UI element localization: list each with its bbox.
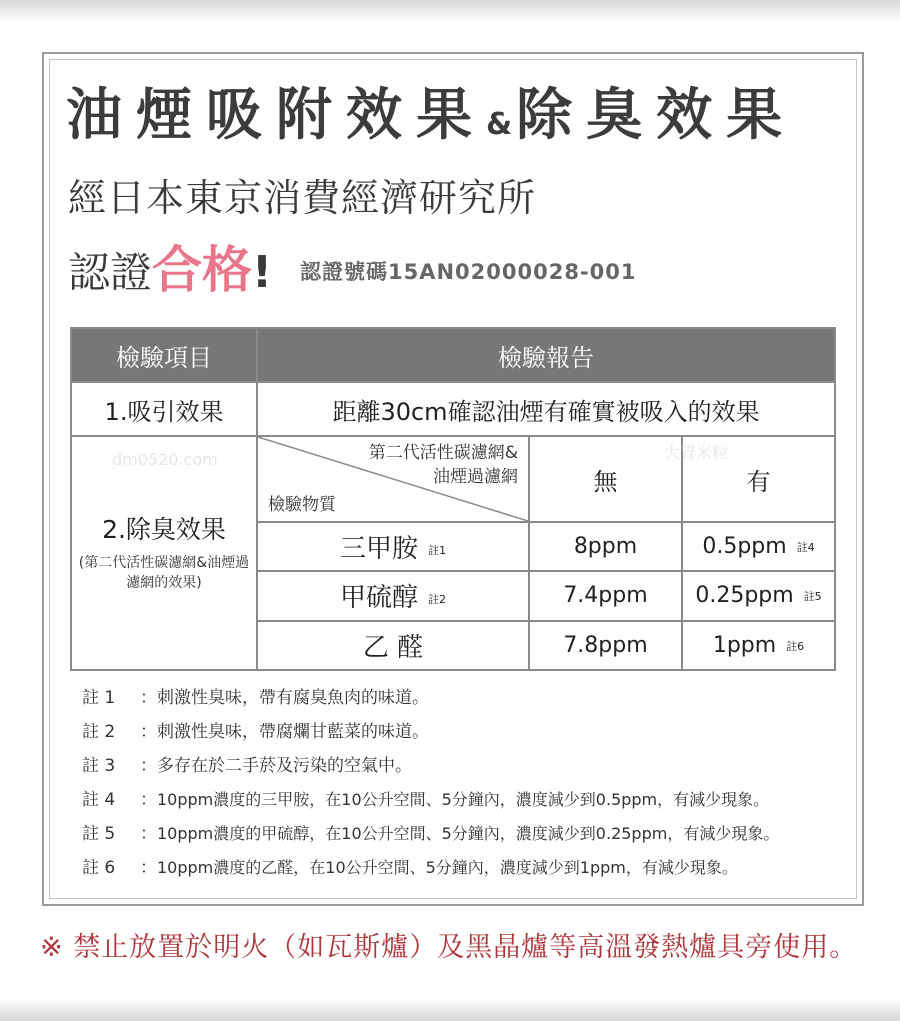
- note-text: 10ppm濃度的三甲胺，在10公升空間、5分鐘內，濃度減少到0.5ppm，有減少現象。: [157, 790, 770, 809]
- value-without: 7.8ppm: [529, 621, 682, 670]
- row2-item-cell: [71, 436, 257, 670]
- certification-line: [68, 238, 272, 314]
- value-with: 0.5ppm: [702, 534, 787, 560]
- column-without-filter: 無: [529, 436, 682, 522]
- top-shadow-divider: [0, 0, 900, 22]
- note-separator: ：: [140, 756, 157, 776]
- note-text: 10ppm濃度的乙醛，在10公升空間、5分鐘內，濃度減少到1ppm，有減少現象。: [157, 858, 738, 877]
- diagonal-top-line2: 油煙過濾網: [433, 467, 518, 487]
- list-item: [82, 715, 852, 749]
- note-label: 註 2: [82, 722, 116, 742]
- substance-name: 乙 醛: [362, 632, 424, 663]
- diagonal-top-line1: 第二代活性碳濾網&: [368, 443, 518, 463]
- watermark-right: 大胃米粒: [664, 443, 729, 462]
- note-separator: ：: [140, 722, 157, 742]
- cert-suffix: !: [252, 247, 273, 298]
- subtitle: 經日本東京消費經濟研究所: [68, 176, 537, 220]
- note-label: 註 6: [82, 858, 116, 878]
- value-note-ref: 註4: [796, 541, 815, 555]
- value-note-ref: 註5: [803, 590, 822, 604]
- row2-item: 2.除臭效果: [102, 515, 226, 544]
- substance-name: 甲硫醇: [339, 583, 418, 614]
- value-with: 1ppm: [712, 632, 777, 658]
- header-test-item: 檢驗項目: [71, 328, 257, 382]
- note-separator: ：: [140, 824, 157, 844]
- note-separator: ：: [140, 858, 157, 878]
- value-with-cell: [682, 621, 835, 670]
- note-label: 註 3: [82, 756, 116, 776]
- row1-report: 距離30cm確認油煙有確實被吸入的效果: [257, 382, 835, 436]
- note-separator: ：: [140, 688, 157, 708]
- list-item: [82, 749, 852, 783]
- note-separator: ：: [140, 790, 157, 810]
- note-text: 多存在於二手菸及污染的空氣中。: [157, 756, 412, 776]
- substance-cell: [257, 522, 529, 571]
- value-without: 7.4ppm: [529, 571, 682, 620]
- list-item: [82, 681, 852, 715]
- diagonal-bottom-label: 檢驗物質: [268, 495, 336, 515]
- table-row: [71, 382, 835, 436]
- substance-cell: [257, 621, 529, 670]
- value-with-cell: [682, 571, 835, 620]
- certification-number: 認證號碼15AN02000028-001: [300, 260, 637, 284]
- column-with-filter: 有: [682, 436, 835, 522]
- cert-highlight: 合格: [152, 241, 253, 299]
- notes-list: [82, 681, 852, 885]
- substance-note-ref: 註1: [428, 543, 446, 557]
- header-test-report: 檢驗報告: [257, 328, 835, 382]
- bottom-shadow-divider: [0, 998, 900, 1021]
- list-item: [82, 851, 852, 885]
- substance-name: 三甲胺: [339, 534, 418, 565]
- value-note-ref: 註6: [786, 639, 805, 653]
- cert-prefix: 認證: [68, 248, 153, 297]
- test-report-table: [70, 327, 836, 671]
- list-item: [82, 783, 852, 817]
- note-label: 註 1: [82, 688, 116, 708]
- note-label: 註 4: [82, 790, 116, 810]
- warning-text: ※ 禁止放置於明火（如瓦斯爐）及黑晶爐等高溫發熱爐具旁使用。: [40, 932, 858, 963]
- title-ampersand: &: [486, 107, 517, 142]
- value-with: 0.25ppm: [695, 583, 794, 609]
- substance-note-ref: 註2: [428, 592, 446, 606]
- note-text: 刺激性臭味，帶腐爛甘藍菜的味道。: [157, 722, 429, 742]
- row2-item-sub: (第二代活性碳濾網&油煙過濾網的效果): [78, 555, 250, 591]
- value-with-cell: [682, 522, 835, 571]
- diagonal-top-label: [369, 441, 518, 489]
- page-title: [66, 80, 796, 161]
- value-without: 8ppm: [529, 522, 682, 571]
- row1-item: 1.吸引效果: [71, 382, 257, 436]
- table-header-row: [71, 328, 835, 382]
- title-part2: 除臭效果: [516, 83, 797, 148]
- substance-cell: [257, 571, 529, 620]
- list-item: [82, 817, 852, 851]
- title-part1: 油煙吸附效果: [66, 83, 486, 148]
- watermark-left: dm0520.com: [112, 450, 218, 469]
- note-text: 刺激性臭味，帶有腐臭魚肉的味道。: [157, 688, 429, 708]
- note-label: 註 5: [82, 824, 116, 844]
- note-text: 10ppm濃度的甲硫醇，在10公升空間、5分鐘內，濃度減少到0.25ppm，有減少現象。: [157, 824, 780, 843]
- diagonal-header-cell: [257, 436, 529, 522]
